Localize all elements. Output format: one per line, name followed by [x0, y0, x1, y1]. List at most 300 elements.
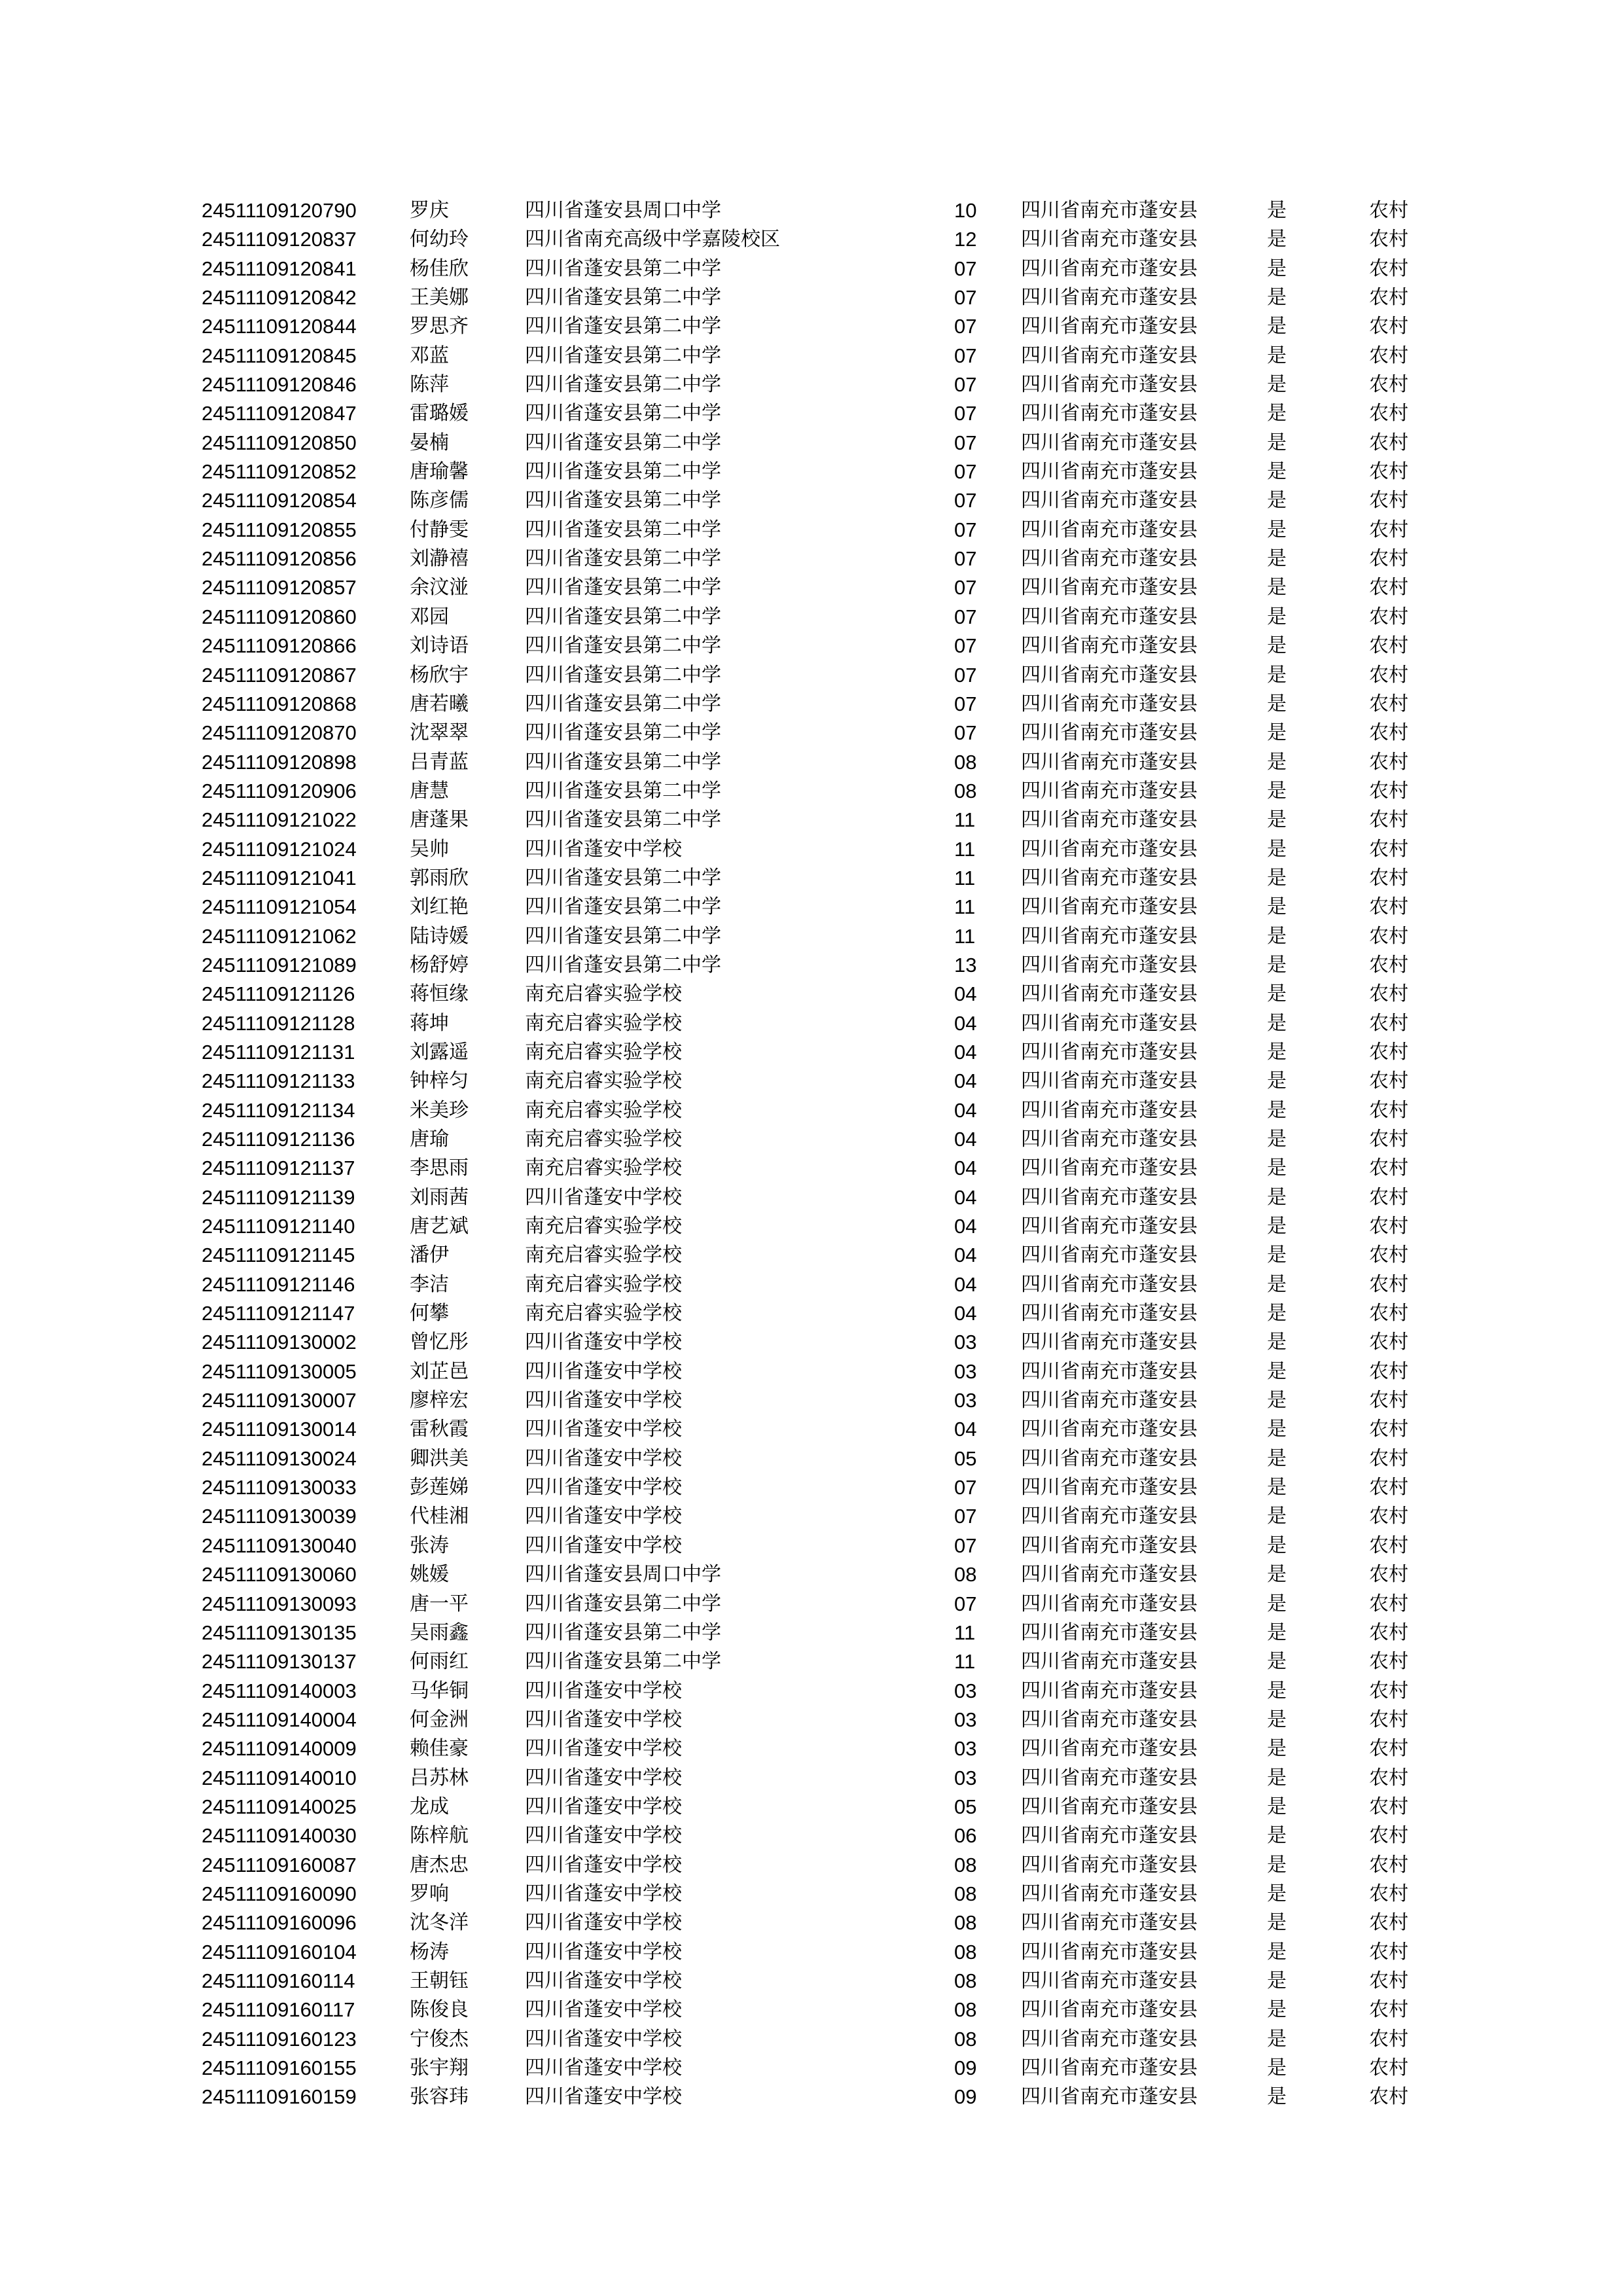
- class-number-cell: 07: [954, 576, 977, 600]
- table-row: [0, 951, 1623, 980]
- table-row: [0, 573, 1623, 602]
- flag-cell: 是: [1267, 1359, 1287, 1383]
- school-cell: 南充启睿实验学校: [525, 1302, 682, 1325]
- flag-cell: 是: [1267, 431, 1287, 454]
- flag-cell: 是: [1267, 1766, 1287, 1789]
- flag-cell: 是: [1267, 1389, 1287, 1412]
- school-cell: 四川省蓬安中学校: [525, 1446, 682, 1470]
- region-cell: 四川省南充市蓬安县: [1021, 2085, 1198, 2109]
- exam-id-cell: 24511109120857: [202, 576, 357, 600]
- table-row: [0, 516, 1623, 545]
- table-row: [0, 457, 1623, 486]
- region-cell: 四川省南充市蓬安县: [1021, 402, 1198, 425]
- exam-id-cell: 24511109120790: [202, 199, 357, 222]
- exam-id-cell: 24511109121140: [202, 1215, 355, 1238]
- table-row: [0, 1444, 1623, 1473]
- student-name-cell: 何幼玲: [410, 228, 469, 251]
- class-number-cell: 08: [954, 1911, 977, 1935]
- exam-id-cell: 24511109160155: [202, 2056, 357, 2079]
- region-cell: 四川省南充市蓬安县: [1021, 634, 1198, 658]
- exam-id-cell: 24511109120898: [202, 750, 357, 774]
- table-row: [0, 1764, 1623, 1793]
- table-row: [0, 835, 1623, 864]
- student-name-cell: 邓蓝: [410, 344, 449, 367]
- flag-cell: 是: [1267, 199, 1287, 222]
- exam-id-cell: 24511109160090: [202, 1882, 357, 1905]
- student-name-cell: 陈俊良: [410, 1998, 469, 2022]
- school-cell: 四川省蓬安中学校: [525, 1331, 682, 1354]
- school-cell: 四川省蓬安县第二中学: [525, 866, 721, 889]
- student-name-cell: 米美珍: [410, 1098, 469, 1122]
- student-name-cell: 杨佳欣: [410, 257, 469, 280]
- residence-type-cell: 农村: [1369, 1940, 1408, 1964]
- student-name-cell: 赖佳豪: [410, 1737, 469, 1761]
- student-name-cell: 余汶湴: [410, 576, 469, 600]
- class-number-cell: 07: [954, 663, 977, 687]
- student-name-cell: 何雨红: [410, 1650, 469, 1674]
- flag-cell: 是: [1267, 1446, 1287, 1470]
- region-cell: 四川省南充市蓬安县: [1021, 924, 1198, 948]
- residence-type-cell: 农村: [1369, 1446, 1408, 1470]
- region-cell: 四川省南充市蓬安县: [1021, 1737, 1198, 1761]
- student-name-cell: 唐慧: [410, 779, 449, 802]
- flag-cell: 是: [1267, 1998, 1287, 2022]
- region-cell: 四川省南充市蓬安县: [1021, 1824, 1198, 1848]
- class-number-cell: 09: [954, 2056, 977, 2079]
- class-number-cell: 11: [954, 866, 976, 889]
- exam-id-cell: 24511109130005: [202, 1359, 357, 1383]
- residence-type-cell: 农村: [1369, 199, 1408, 222]
- flag-cell: 是: [1267, 895, 1287, 919]
- flag-cell: 是: [1267, 866, 1287, 889]
- exam-id-cell: 24511109120847: [202, 402, 357, 425]
- school-cell: 四川省蓬安中学校: [525, 1418, 682, 1441]
- table-row: [0, 1415, 1623, 1444]
- flag-cell: 是: [1267, 1185, 1287, 1209]
- region-cell: 四川省南充市蓬安县: [1021, 1098, 1198, 1122]
- class-number-cell: 12: [954, 228, 977, 251]
- class-number-cell: 04: [954, 1098, 977, 1122]
- table-row: [0, 777, 1623, 806]
- region-cell: 四川省南充市蓬安县: [1021, 1650, 1198, 1674]
- flag-cell: 是: [1267, 1911, 1287, 1935]
- school-cell: 四川省蓬安县第二中学: [525, 692, 721, 715]
- flag-cell: 是: [1267, 663, 1287, 687]
- flag-cell: 是: [1267, 982, 1287, 1006]
- school-cell: 四川省蓬安中学校: [525, 2056, 682, 2079]
- school-cell: 四川省蓬安中学校: [525, 1998, 682, 2022]
- table-row: [0, 806, 1623, 834]
- table-row: [0, 1647, 1623, 1676]
- table-row: [0, 1154, 1623, 1183]
- residence-type-cell: 农村: [1369, 953, 1408, 977]
- region-cell: 四川省南充市蓬安县: [1021, 2027, 1198, 2051]
- exam-id-cell: 24511109160159: [202, 2085, 357, 2109]
- student-name-cell: 付静雯: [410, 518, 469, 541]
- region-cell: 四川省南充市蓬安县: [1021, 286, 1198, 310]
- table-row: [0, 1473, 1623, 1502]
- flag-cell: 是: [1267, 1853, 1287, 1876]
- school-cell: 四川省蓬安中学校: [525, 1476, 682, 1499]
- exam-id-cell: 24511109130137: [202, 1650, 357, 1674]
- table-row: [0, 1212, 1623, 1241]
- table-row: [0, 1821, 1623, 1850]
- flag-cell: 是: [1267, 1098, 1287, 1122]
- region-cell: 四川省南充市蓬安县: [1021, 1418, 1198, 1441]
- exam-id-cell: 24511109130040: [202, 1534, 357, 1557]
- class-number-cell: 08: [954, 1882, 977, 1905]
- school-cell: 四川省蓬安中学校: [525, 1505, 682, 1528]
- school-cell: 南充启睿实验学校: [525, 1011, 682, 1035]
- class-number-cell: 11: [954, 924, 976, 948]
- class-number-cell: 11: [954, 895, 976, 919]
- residence-type-cell: 农村: [1369, 721, 1408, 745]
- region-cell: 四川省南充市蓬安县: [1021, 1534, 1198, 1557]
- exam-id-cell: 24511109121062: [202, 924, 357, 948]
- residence-type-cell: 农村: [1369, 1331, 1408, 1354]
- region-cell: 四川省南充市蓬安县: [1021, 1128, 1198, 1151]
- flag-cell: 是: [1267, 1418, 1287, 1441]
- region-cell: 四川省南充市蓬安县: [1021, 663, 1198, 687]
- class-number-cell: 07: [954, 721, 977, 745]
- table-row: [0, 196, 1623, 225]
- residence-type-cell: 农村: [1369, 866, 1408, 889]
- flag-cell: 是: [1267, 1708, 1287, 1731]
- student-name-cell: 宁俊杰: [410, 2027, 469, 2051]
- exam-id-cell: 24511109120841: [202, 257, 357, 280]
- exam-id-cell: 24511109121022: [202, 808, 357, 832]
- class-number-cell: 07: [954, 547, 977, 571]
- class-number-cell: 04: [954, 1128, 977, 1151]
- residence-type-cell: 农村: [1369, 1998, 1408, 2022]
- class-number-cell: 04: [954, 1157, 977, 1180]
- school-cell: 四川省蓬安县第二中学: [525, 518, 721, 541]
- residence-type-cell: 农村: [1369, 1302, 1408, 1325]
- residence-type-cell: 农村: [1369, 460, 1408, 484]
- student-name-cell: 陈萍: [410, 373, 449, 397]
- table-row: [0, 1125, 1623, 1154]
- school-cell: 四川省蓬安县第二中学: [525, 460, 721, 484]
- class-number-cell: 04: [954, 1185, 977, 1209]
- residence-type-cell: 农村: [1369, 1476, 1408, 1499]
- residence-type-cell: 农村: [1369, 895, 1408, 919]
- flag-cell: 是: [1267, 1476, 1287, 1499]
- region-cell: 四川省南充市蓬安县: [1021, 808, 1198, 832]
- residence-type-cell: 农村: [1369, 1069, 1408, 1093]
- school-cell: 四川省蓬安中学校: [525, 1882, 682, 1905]
- school-cell: 四川省蓬安县第二中学: [525, 373, 721, 397]
- class-number-cell: 03: [954, 1679, 977, 1702]
- class-number-cell: 03: [954, 1766, 977, 1789]
- residence-type-cell: 农村: [1369, 1795, 1408, 1818]
- region-cell: 四川省南充市蓬安县: [1021, 1302, 1198, 1325]
- flag-cell: 是: [1267, 1824, 1287, 1848]
- class-number-cell: 06: [954, 1824, 977, 1848]
- exam-id-cell: 24511109121054: [202, 895, 357, 919]
- table-row: [0, 1938, 1623, 1967]
- residence-type-cell: 农村: [1369, 750, 1408, 774]
- student-name-cell: 陆诗媛: [410, 924, 469, 948]
- exam-id-cell: 24511109121137: [202, 1157, 355, 1180]
- table-row: [0, 1677, 1623, 1706]
- region-cell: 四川省南充市蓬安县: [1021, 1215, 1198, 1238]
- table-row: [0, 1386, 1623, 1415]
- exam-id-cell: 24511109160096: [202, 1911, 357, 1935]
- student-name-cell: 刘露遥: [410, 1040, 469, 1064]
- flag-cell: 是: [1267, 1505, 1287, 1528]
- class-number-cell: 11: [954, 1650, 976, 1674]
- class-number-cell: 08: [954, 750, 977, 774]
- school-cell: 四川省蓬安县第二中学: [525, 431, 721, 454]
- flag-cell: 是: [1267, 286, 1287, 310]
- school-cell: 四川省蓬安中学校: [525, 1795, 682, 1818]
- flag-cell: 是: [1267, 1882, 1287, 1905]
- flag-cell: 是: [1267, 489, 1287, 512]
- region-cell: 四川省南充市蓬安县: [1021, 750, 1198, 774]
- flag-cell: 是: [1267, 1040, 1287, 1064]
- table-row: [0, 1009, 1623, 1038]
- residence-type-cell: 农村: [1369, 1911, 1408, 1935]
- school-cell: 四川省蓬安县第二中学: [525, 1650, 721, 1674]
- exam-id-cell: 24511109121024: [202, 837, 357, 861]
- table-row: [0, 2025, 1623, 2054]
- class-number-cell: 07: [954, 518, 977, 541]
- exam-id-cell: 24511109130024: [202, 1446, 357, 1470]
- residence-type-cell: 农村: [1369, 1244, 1408, 1267]
- region-cell: 四川省南充市蓬安县: [1021, 692, 1198, 715]
- school-cell: 四川省蓬安中学校: [525, 1534, 682, 1557]
- student-name-cell: 彭莲娣: [410, 1476, 469, 1499]
- region-cell: 四川省南充市蓬安县: [1021, 1185, 1198, 1209]
- exam-id-cell: 24511109121128: [202, 1011, 355, 1035]
- school-cell: 四川省蓬安中学校: [525, 1185, 682, 1209]
- class-number-cell: 07: [954, 489, 977, 512]
- school-cell: 四川省蓬安县第二中学: [525, 315, 721, 338]
- residence-type-cell: 农村: [1369, 924, 1408, 948]
- region-cell: 四川省南充市蓬安县: [1021, 1011, 1198, 1035]
- flag-cell: 是: [1267, 953, 1287, 977]
- class-number-cell: 04: [954, 1011, 977, 1035]
- school-cell: 南充启睿实验学校: [525, 982, 682, 1006]
- flag-cell: 是: [1267, 547, 1287, 571]
- flag-cell: 是: [1267, 1128, 1287, 1151]
- table-row: [0, 893, 1623, 922]
- region-cell: 四川省南充市蓬安县: [1021, 1389, 1198, 1412]
- class-number-cell: 05: [954, 1795, 977, 1818]
- table-row: [0, 2054, 1623, 2083]
- school-cell: 四川省南充高级中学嘉陵校区: [525, 228, 780, 251]
- student-name-cell: 吕青蓝: [410, 750, 469, 774]
- table-row: [0, 1038, 1623, 1067]
- table-row: [0, 1967, 1623, 1996]
- class-number-cell: 07: [954, 286, 977, 310]
- table-row: [0, 1880, 1623, 1909]
- class-number-cell: 07: [954, 315, 977, 338]
- exam-id-cell: 24511109160123: [202, 2027, 357, 2051]
- student-name-cell: 唐瑜: [410, 1128, 449, 1151]
- student-name-cell: 陈梓航: [410, 1824, 469, 1848]
- flag-cell: 是: [1267, 1940, 1287, 1964]
- school-cell: 四川省蓬安县第二中学: [525, 663, 721, 687]
- school-cell: 四川省蓬安中学校: [525, 2027, 682, 2051]
- flag-cell: 是: [1267, 1331, 1287, 1354]
- school-cell: 四川省蓬安县第二中学: [525, 344, 721, 367]
- exam-id-cell: 24511109120860: [202, 605, 357, 628]
- region-cell: 四川省南充市蓬安县: [1021, 1272, 1198, 1296]
- residence-type-cell: 农村: [1369, 605, 1408, 628]
- region-cell: 四川省南充市蓬安县: [1021, 1679, 1198, 1702]
- student-name-cell: 唐杰忠: [410, 1853, 469, 1876]
- student-name-cell: 廖梓宏: [410, 1389, 469, 1412]
- table-row: [0, 864, 1623, 893]
- flag-cell: 是: [1267, 1795, 1287, 1818]
- exam-id-cell: 24511109120844: [202, 315, 357, 338]
- exam-id-cell: 24511109120846: [202, 373, 357, 397]
- exam-id-cell: 24511109120906: [202, 779, 357, 802]
- residence-type-cell: 农村: [1369, 286, 1408, 310]
- class-number-cell: 07: [954, 634, 977, 658]
- exam-id-cell: 24511109120842: [202, 286, 357, 310]
- table-row: [0, 1502, 1623, 1531]
- school-cell: 四川省蓬安中学校: [525, 1708, 682, 1731]
- table-row: [0, 1270, 1623, 1299]
- table-row: [0, 603, 1623, 632]
- exam-id-cell: 24511109120854: [202, 489, 357, 512]
- flag-cell: 是: [1267, 2027, 1287, 2051]
- school-cell: 四川省蓬安中学校: [525, 1969, 682, 1992]
- residence-type-cell: 农村: [1369, 1128, 1408, 1151]
- class-number-cell: 11: [954, 837, 976, 861]
- residence-type-cell: 农村: [1369, 402, 1408, 425]
- region-cell: 四川省南充市蓬安县: [1021, 1940, 1198, 1964]
- school-cell: 四川省蓬安县第二中学: [525, 721, 721, 745]
- region-cell: 四川省南充市蓬安县: [1021, 982, 1198, 1006]
- region-cell: 四川省南充市蓬安县: [1021, 1563, 1198, 1587]
- student-name-cell: 姚媛: [410, 1563, 449, 1587]
- student-name-cell: 何攀: [410, 1302, 449, 1325]
- class-number-cell: 07: [954, 431, 977, 454]
- exam-id-cell: 24511109130014: [202, 1418, 357, 1441]
- student-name-cell: 唐蓬果: [410, 808, 469, 832]
- table-row: [0, 1734, 1623, 1763]
- region-cell: 四川省南充市蓬安县: [1021, 721, 1198, 745]
- student-name-cell: 杨涛: [410, 1940, 449, 1964]
- region-cell: 四川省南充市蓬安县: [1021, 1592, 1198, 1615]
- class-number-cell: 13: [954, 953, 977, 977]
- student-name-cell: 杨舒婷: [410, 953, 469, 977]
- student-name-cell: 陈彦儒: [410, 489, 469, 512]
- student-name-cell: 杨欣宇: [410, 663, 469, 687]
- school-cell: 四川省蓬安县第二中学: [525, 1592, 721, 1615]
- school-cell: 四川省蓬安县第二中学: [525, 286, 721, 310]
- flag-cell: 是: [1267, 1650, 1287, 1674]
- class-number-cell: 07: [954, 1534, 977, 1557]
- region-cell: 四川省南充市蓬安县: [1021, 199, 1198, 222]
- residence-type-cell: 农村: [1369, 692, 1408, 715]
- residence-type-cell: 农村: [1369, 1185, 1408, 1209]
- table-row: [0, 399, 1623, 428]
- residence-type-cell: 农村: [1369, 837, 1408, 861]
- exam-id-cell: 24511109121146: [202, 1272, 355, 1296]
- school-cell: 四川省蓬安中学校: [525, 1824, 682, 1848]
- school-cell: 四川省蓬安县第二中学: [525, 634, 721, 658]
- school-cell: 四川省蓬安县第二中学: [525, 489, 721, 512]
- table-row: [0, 1793, 1623, 1821]
- region-cell: 四川省南充市蓬安县: [1021, 228, 1198, 251]
- residence-type-cell: 农村: [1369, 982, 1408, 1006]
- exam-id-cell: 24511109130060: [202, 1563, 357, 1587]
- flag-cell: 是: [1267, 1621, 1287, 1644]
- exam-id-cell: 24511109130135: [202, 1621, 357, 1644]
- student-name-cell: 吴雨鑫: [410, 1621, 469, 1644]
- flag-cell: 是: [1267, 1592, 1287, 1615]
- region-cell: 四川省南充市蓬安县: [1021, 344, 1198, 367]
- exam-id-cell: 24511109130033: [202, 1476, 357, 1499]
- region-cell: 四川省南充市蓬安县: [1021, 1853, 1198, 1876]
- class-number-cell: 08: [954, 1853, 977, 1876]
- flag-cell: 是: [1267, 605, 1287, 628]
- student-name-cell: 唐艺斌: [410, 1215, 469, 1238]
- region-cell: 四川省南充市蓬安县: [1021, 1882, 1198, 1905]
- student-name-cell: 王美娜: [410, 286, 469, 310]
- flag-cell: 是: [1267, 1679, 1287, 1702]
- student-name-cell: 张涛: [410, 1534, 449, 1557]
- region-cell: 四川省南充市蓬安县: [1021, 431, 1198, 454]
- residence-type-cell: 农村: [1369, 1824, 1408, 1848]
- student-name-cell: 刘瀞禧: [410, 547, 469, 571]
- class-number-cell: 10: [954, 199, 977, 222]
- class-number-cell: 04: [954, 1302, 977, 1325]
- school-cell: 四川省蓬安中学校: [525, 1766, 682, 1789]
- class-number-cell: 04: [954, 1040, 977, 1064]
- school-cell: 四川省蓬安中学校: [525, 1737, 682, 1761]
- region-cell: 四川省南充市蓬安县: [1021, 1476, 1198, 1499]
- region-cell: 四川省南充市蓬安县: [1021, 518, 1198, 541]
- region-cell: 四川省南充市蓬安县: [1021, 460, 1198, 484]
- class-number-cell: 07: [954, 1505, 977, 1528]
- school-cell: 四川省蓬安中学校: [525, 2085, 682, 2109]
- exam-id-cell: 24511109121133: [202, 1069, 355, 1093]
- exam-id-cell: 24511109121134: [202, 1098, 355, 1122]
- residence-type-cell: 农村: [1369, 1766, 1408, 1789]
- class-number-cell: 07: [954, 1476, 977, 1499]
- class-number-cell: 03: [954, 1708, 977, 1731]
- exam-id-cell: 24511109160087: [202, 1853, 357, 1876]
- student-name-cell: 龙成: [410, 1795, 449, 1818]
- flag-cell: 是: [1267, 1302, 1287, 1325]
- student-name-cell: 刘雨茜: [410, 1185, 469, 1209]
- exam-id-cell: 24511109121136: [202, 1128, 355, 1151]
- residence-type-cell: 农村: [1369, 1011, 1408, 1035]
- exam-id-cell: 24511109160114: [202, 1969, 355, 1992]
- region-cell: 四川省南充市蓬安县: [1021, 1446, 1198, 1470]
- exam-id-cell: 24511109140025: [202, 1795, 357, 1818]
- class-number-cell: 03: [954, 1389, 977, 1412]
- student-name-cell: 郭雨欣: [410, 866, 469, 889]
- residence-type-cell: 农村: [1369, 1389, 1408, 1412]
- school-cell: 四川省蓬安中学校: [525, 1853, 682, 1876]
- table-row: [0, 690, 1623, 719]
- class-number-cell: 04: [954, 982, 977, 1006]
- table-row: [0, 312, 1623, 341]
- flag-cell: 是: [1267, 460, 1287, 484]
- region-cell: 四川省南充市蓬安县: [1021, 1244, 1198, 1267]
- flag-cell: 是: [1267, 2056, 1287, 2079]
- flag-cell: 是: [1267, 634, 1287, 658]
- residence-type-cell: 农村: [1369, 1679, 1408, 1702]
- class-number-cell: 08: [954, 1998, 977, 2022]
- residence-type-cell: 农村: [1369, 576, 1408, 600]
